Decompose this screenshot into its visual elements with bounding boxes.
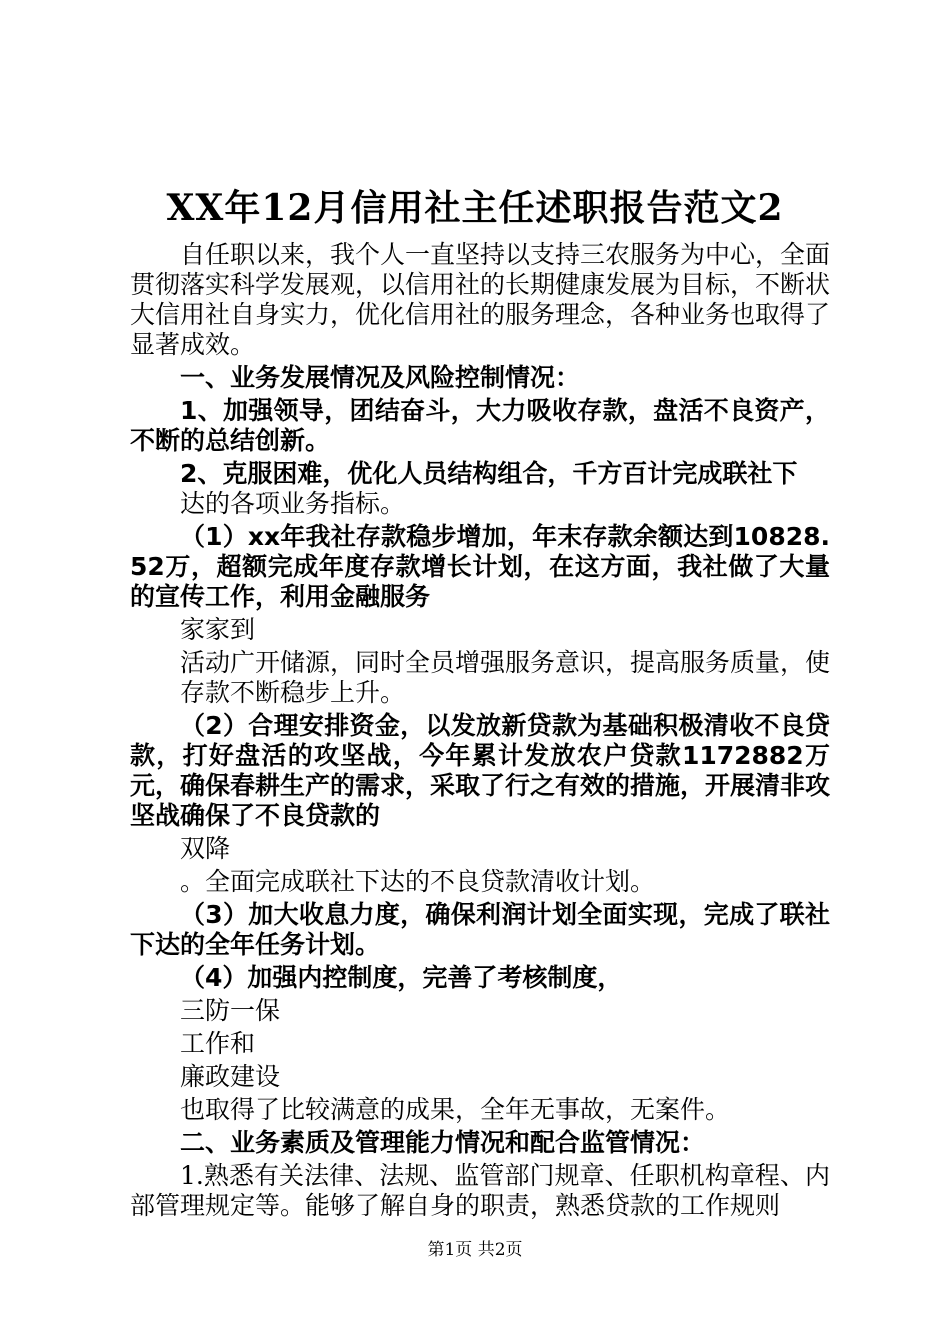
section-heading-1: 一、业务发展情况及风险控制情况：	[180, 363, 581, 392]
paragraph-item-2-4-cont: 也取得了比较满意的成果，全年无事故，无案件。	[180, 1095, 731, 1124]
section-heading-2: 二、业务素质及管理能力情况和配合监管情况：	[180, 1128, 706, 1157]
paragraph-item-2-3: （3）加大收息力度，确保利润计划全面实现，完成了联社下达的全年任务计划。	[130, 900, 830, 959]
document-title: XX年12月信用社主任述职报告范文2	[166, 187, 784, 229]
paragraph-item-2-4: （4）加强内控制度，完善了考核制度，	[180, 963, 623, 992]
paragraph-fragment: 三防一保	[180, 996, 281, 1025]
paragraph-item-1: 1、加强领导，团结奋斗，大力吸收存款，盘活不良资产，不断的总结创新。	[130, 396, 830, 455]
paragraph-fragment: 家家到	[180, 615, 256, 644]
paragraph-fragment: 廉政建设	[180, 1062, 281, 1091]
paragraph-fragment: 工作和	[180, 1029, 256, 1058]
page-footer: 第1页 共2页	[427, 1240, 523, 1260]
paragraph-item-2-2-cont: 。全面完成联社下达的不良贷款清收计划。	[180, 867, 656, 896]
paragraph-item-2: 2、克服困难，优化人员结构组合，千方百计完成联社下	[180, 459, 798, 488]
paragraph-item-2-cont: 达的各项业务指标。	[180, 489, 406, 518]
paragraph-item-2-2: （2）合理安排资金，以发放新贷款为基础积极清收不良贷款，打好盘活的攻坚战，今年累计发放农户贷款1172882万元，确保春耕生产的需求，采取了行之有效的措施，开展清非攻坚战确保了不良贷款的	[130, 711, 831, 830]
paragraph-section-2-item-1: 1.熟悉有关法律、法规、监管部门规章、任职机构章程、内部管理规定等。能够了解自身的职责，熟悉贷款的工作规则	[130, 1161, 830, 1220]
paragraph-intro: 自任职以来，我个人一直坚持以支持三农服务为中心，全面贯彻落实科学发展观，以信用社的长期健康发展为目标，不断状大信用社自身实力，优化信用社的服务理念，各种业务也取得了显著成效。	[130, 240, 831, 359]
paragraph-item-2-1-cont: 活动广开储源，同时全员增强服务意识，提高服务质量，使存款不断稳步上升。	[180, 648, 831, 707]
paragraph-item-2-1: （1）xx年我社存款稳步增加，年末存款余额达到10828.52万，超额完成年度存款增长计划，在这方面，我社做了大量的宣传工作，利用金融服务	[130, 522, 830, 611]
document-body	[130, 240, 830, 1221]
paragraph-fragment: 双降	[180, 834, 231, 863]
